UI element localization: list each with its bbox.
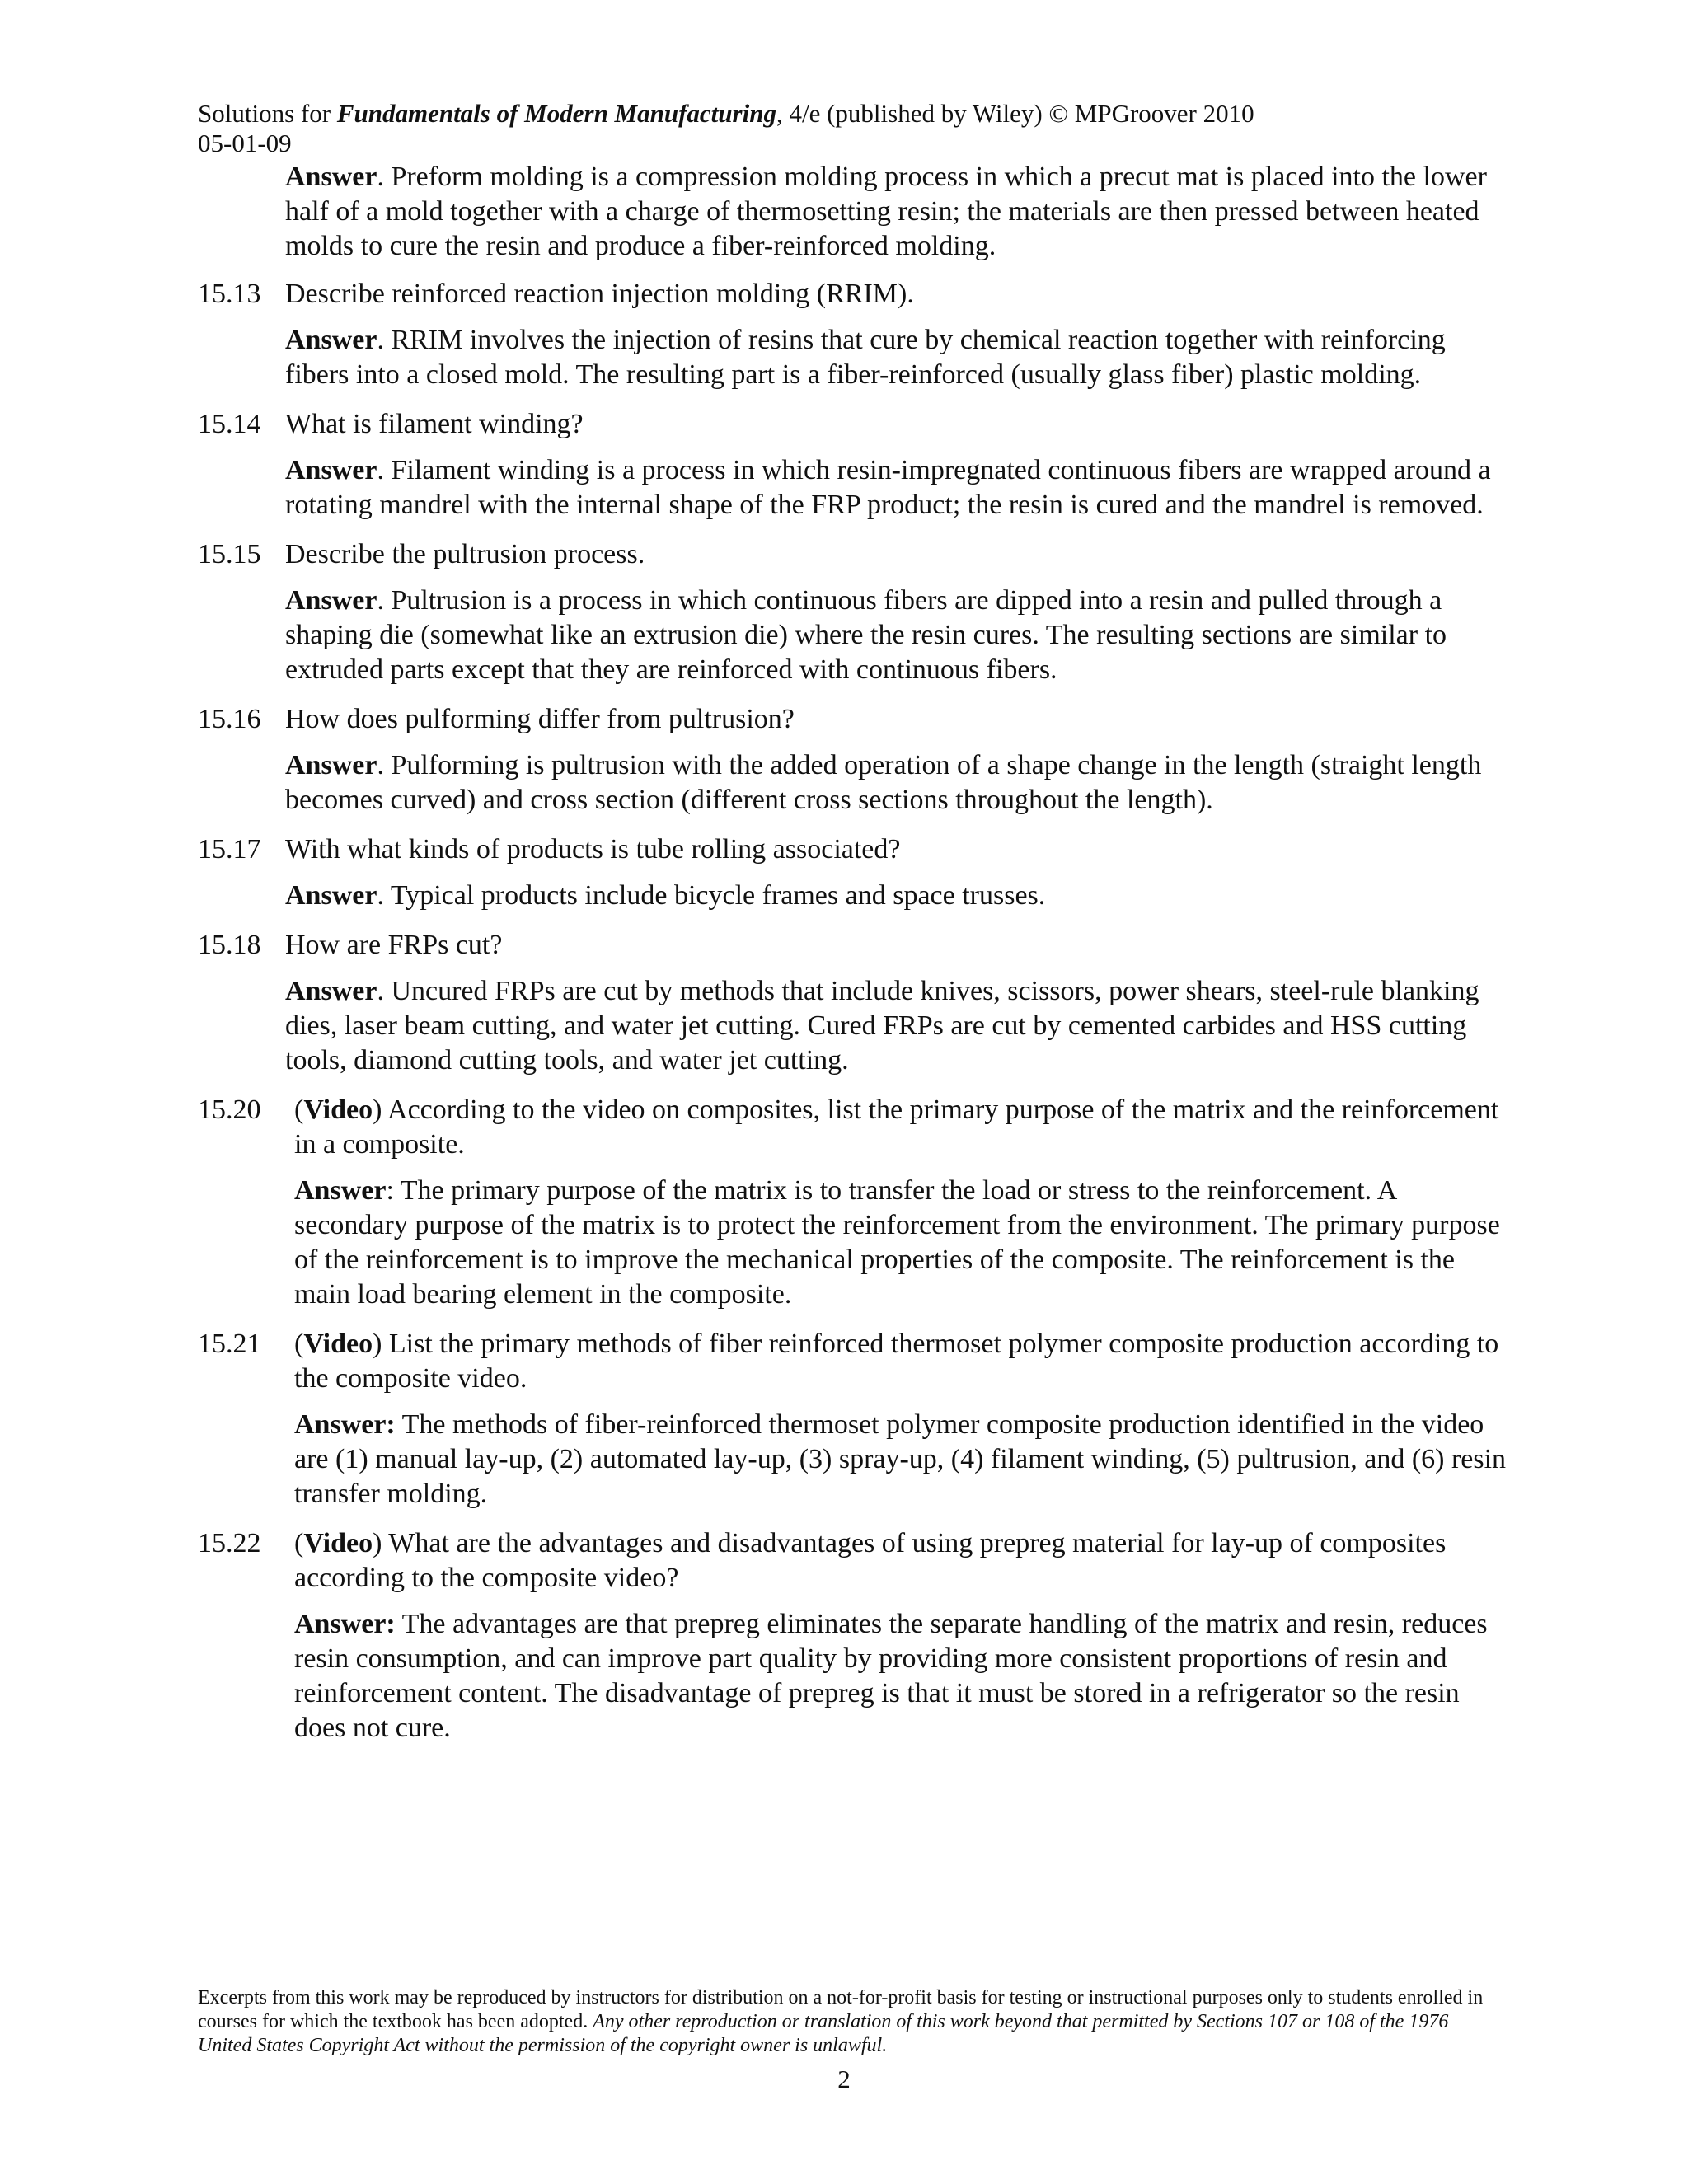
question-row: [198, 702, 1508, 737]
question-prompt: Describe the pultrusion process.: [285, 539, 645, 569]
question-block: [198, 537, 1508, 687]
answer-label: Answer: [285, 455, 377, 485]
answer-paragraph: [198, 748, 1508, 818]
header-line: [198, 99, 1254, 129]
answer-text: : The primary purpose of the matrix is to transfer the load or stress to the reinforcement. A secondary purpose of the matrix is to protect the reinforcement from the environment. The primary purpose of the reinforcement is to improve the mechanical properties of the composite. The reinforcement is the main load bearing element in the composite.: [294, 1175, 1500, 1310]
question-text: [294, 1327, 1508, 1396]
video-tag-label: Video: [303, 1094, 373, 1125]
question-number: 15.13: [198, 279, 261, 309]
answer-text: . Pultrusion is a process in which continuous fibers are dipped into a resin and pulled through a shaping die (somewhat like an extrusion die) where the resin cures. The resulting sections are similar to extruded parts except that they are reinforced with continuous fibers.: [285, 585, 1447, 685]
footer-plain-text: Excerpts from this work may be reproduced by instructors for distribution on a not-for-profit basis for testing or instructional purposes only to students enrolled in courses for which the textbook has been adopted.: [198, 1987, 1484, 2032]
question-row: [198, 1093, 1508, 1162]
footer-italic-text: Any other reproduction or translation of this work beyond that permitted by Sections 107 or 108 of the 1976 United States Copyright Act without the permission of the copyright owner is unlawful.: [198, 2011, 1449, 2056]
answer-text: . Filament winding is a process in which resin-impregnated continuous fibers are wrapped around a rotating mandrel with the internal shape of the FRP product; the resin is cured and the mandrel is removed.: [285, 455, 1491, 520]
page-number: 2: [837, 2064, 851, 2093]
header-date: 05-01-09: [198, 129, 292, 157]
question-block: [198, 1526, 1508, 1746]
video-tag-label: Video: [303, 1329, 373, 1359]
answer-label: Answer: [285, 750, 377, 780]
answer-paragraph: [198, 323, 1508, 392]
page-header: [198, 99, 1254, 158]
answer-paragraph: [198, 453, 1508, 523]
question-text: [294, 1526, 1508, 1596]
question-prompt: What is filament winding?: [285, 409, 584, 439]
question-number: 15.14: [198, 409, 261, 439]
question-number: 15.20: [198, 1094, 261, 1125]
question-block: [198, 832, 1508, 913]
video-tag: (Video): [294, 1528, 382, 1558]
question-text: [285, 277, 1508, 312]
question-text: [285, 832, 1508, 867]
question-number: 15.15: [198, 539, 261, 569]
question-text: [285, 537, 1508, 572]
answer-label: Answer: [285, 585, 377, 616]
question-row: [198, 537, 1508, 572]
answer-text: . Pulforming is pultrusion with the added operation of a shape change in the length (straight length becomes curved) and cross section (different cross sections throughout the length).: [285, 750, 1482, 815]
answer-paragraph: [198, 1174, 1508, 1312]
question-block: [198, 407, 1508, 523]
question-block: [198, 702, 1508, 818]
header-suffix: , 4/e (published by Wiley) © MPGroover 2010: [776, 99, 1254, 128]
answer-text: The methods of fiber-reinforced thermoset polymer composite production identified in the video are (1) manual lay-up, (2) automated lay-up, (3) spray-up, (4) filament winding, (5) pultrusion, and (6) resin transfer molding.: [294, 1409, 1507, 1509]
lead-answer: [198, 160, 1508, 264]
answer-text: . Typical products include bicycle frames and space trusses.: [377, 880, 1046, 911]
question-number: 15.22: [198, 1528, 261, 1558]
question-prompt: Describe reinforced reaction injection molding (RRIM).: [285, 279, 914, 309]
question-row: [198, 277, 1508, 312]
question-prompt: According to the video on composites, list the primary purpose of the matrix and the reinforcement in a composite.: [294, 1094, 1499, 1160]
answer-text: . RRIM involves the injection of resins that cure by chemical reaction together with reinforcing fibers into a closed mold. The resulting part is a fiber-reinforced (usually glass fiber) plastic molding.: [285, 325, 1446, 390]
question-row: [198, 832, 1508, 867]
question-row: [198, 407, 1508, 442]
answer-text: . Uncured FRPs are cut by methods that include knives, scissors, power shears, steel-rule blanking dies, laser beam cutting, and water jet cutting. Cured FRPs are cut by cemented carbides and HSS cutting tools, diamond cutting tools, and water jet cutting.: [285, 976, 1479, 1076]
answer-paragraph: [198, 1408, 1508, 1511]
answer-text: . Preform molding is a compression molding process in which a precut mat is placed into the lower half of a mold together with a charge of thermosetting resin; the materials are then pressed between heated molds to cure the resin and produce a fiber-reinforced molding.: [285, 162, 1487, 261]
question-text: [285, 928, 1508, 963]
question-row: [198, 928, 1508, 963]
answer-paragraph: [198, 583, 1508, 687]
question-block: [198, 1093, 1508, 1312]
question-prompt: List the primary methods of fiber reinforced thermoset polymer composite production according to the composite video.: [294, 1329, 1499, 1394]
question-prompt: With what kinds of products is tube rolling associated?: [285, 834, 901, 865]
answer-label: Answer: [285, 162, 377, 192]
question-block: [198, 928, 1508, 1078]
question-prompt: What are the advantages and disadvantages of using prepreg material for lay-up of composites according to the composite video?: [294, 1528, 1447, 1593]
page-body: [198, 160, 1508, 1760]
answer-label: Answer:: [294, 1609, 396, 1639]
book-title: Fundamentals of Modern Manufacturing: [336, 99, 776, 128]
answer-label: Answer: [294, 1175, 387, 1206]
answer-label: Answer: [285, 880, 377, 911]
video-tag: (Video): [294, 1329, 382, 1359]
question-number: 15.17: [198, 834, 261, 865]
question-text: [285, 702, 1508, 737]
question-prompt: How are FRPs cut?: [285, 930, 503, 960]
question-number: 15.21: [198, 1329, 261, 1359]
answer-label: Answer: [285, 976, 377, 1006]
answer-paragraph: [198, 1607, 1508, 1746]
question-text: [294, 1093, 1508, 1162]
question-list: [198, 277, 1508, 1746]
question-number: 15.18: [198, 930, 261, 960]
answer-text: The advantages are that prepreg eliminates the separate handling of the matrix and resin, reduces resin consumption, and can improve part quality by providing more consistent proportions of resin and reinforcement content. The disadvantage of prepreg is that it must be stored in a refrigerator so the resin does not cure.: [294, 1609, 1488, 1743]
video-tag: (Video): [294, 1094, 382, 1125]
question-number: 15.16: [198, 704, 261, 734]
question-row: [198, 1526, 1508, 1596]
question-prompt: How does pulforming differ from pultrusion?: [285, 704, 795, 734]
question-row: [198, 1327, 1508, 1396]
question-text: [285, 407, 1508, 442]
question-block: [198, 277, 1508, 392]
header-prefix: Solutions for: [198, 99, 337, 128]
answer-paragraph: [198, 974, 1508, 1078]
answer-paragraph: [198, 879, 1508, 913]
question-block: [198, 1327, 1508, 1511]
answer-label: Answer: [285, 325, 377, 355]
video-tag-label: Video: [303, 1528, 373, 1558]
answer-label: Answer:: [294, 1409, 396, 1440]
copyright-footer: [198, 1986, 1484, 2058]
